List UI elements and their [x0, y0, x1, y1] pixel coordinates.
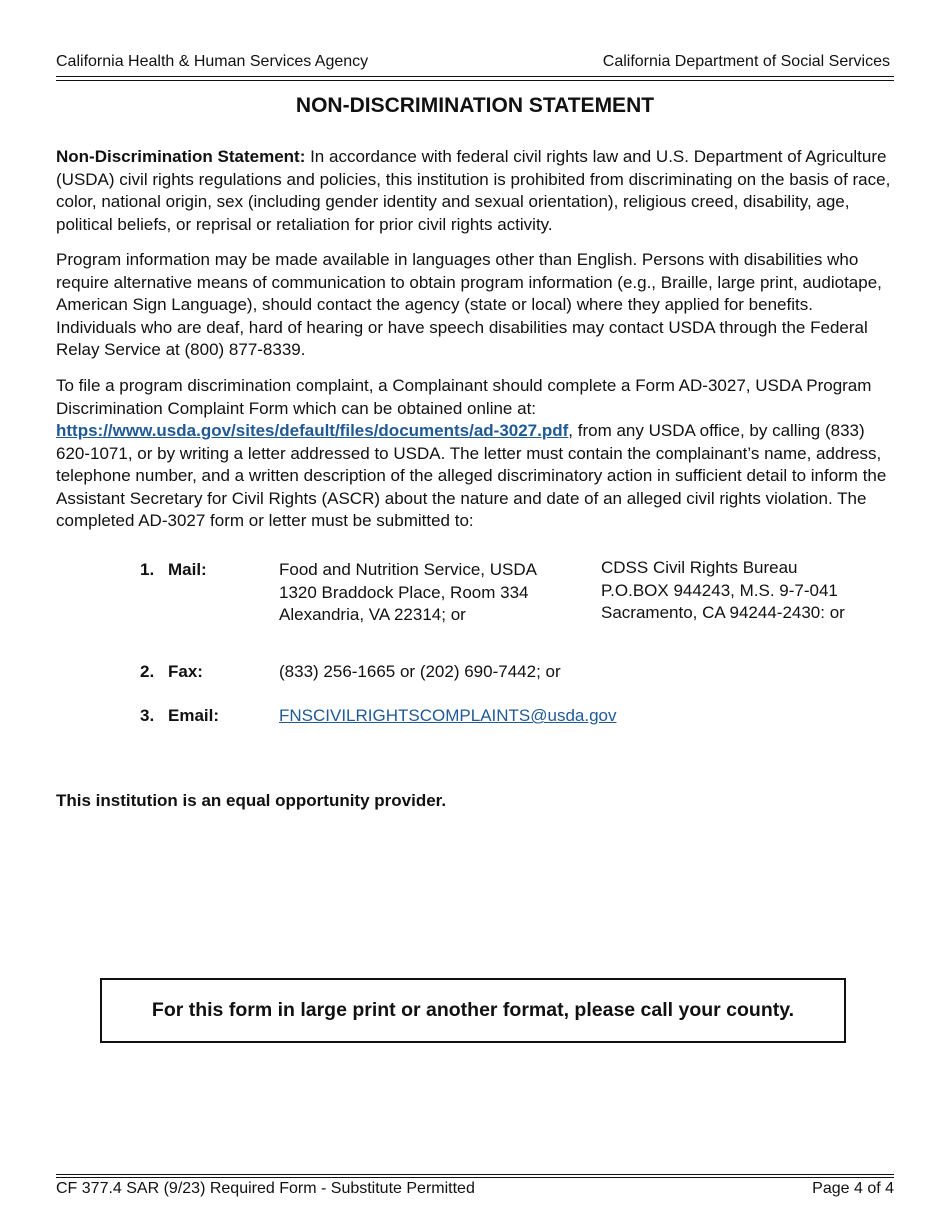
footer-form-id: CF 377.4 SAR (9/23) Required Form - Substitute Permitted	[56, 1180, 475, 1197]
fax-number: 2.	[140, 662, 155, 681]
footer-rule-top	[56, 1174, 894, 1175]
cdss-address-line: Sacramento, CA 94244-2430: or	[601, 603, 845, 622]
page-title: NON-DISCRIMINATION STATEMENT	[295, 94, 655, 117]
header-agency: California Health & Human Services Agency	[56, 53, 369, 70]
equal-opportunity-statement: This institution is an equal opportunity provider.	[56, 791, 447, 810]
large-print-notice-text: For this form in large print or another format, please call your county.	[151, 999, 795, 1021]
cdss-address-line: P.O.BOX 944243, M.S. 9-7-041	[601, 580, 838, 600]
usda-address-line: 1320 Braddock Place, Room 334	[279, 582, 529, 602]
statement-label: Non-Discrimination Statement:	[56, 147, 306, 166]
mail-number: 1.	[140, 560, 155, 579]
fax-label: Fax:	[168, 662, 203, 681]
complaint-text-before: To file a program discrimination complaint, a Complainant should complete a Form AD-3027, USDA Program Discrimination Complaint Form which can be obtained online at:	[56, 376, 872, 418]
email-label: Email:	[168, 706, 220, 725]
mail-cdss-address	[601, 557, 845, 625]
mail-label: Mail:	[168, 560, 207, 579]
header-department: California Department of Social Services	[602, 53, 890, 70]
usda-address-line: Alexandria, VA 22314; or	[279, 605, 466, 624]
email-number: 3.	[140, 706, 155, 725]
header-rule-bottom	[56, 80, 894, 81]
large-print-notice-box	[100, 978, 846, 1043]
complaint-paragraph	[56, 375, 896, 533]
complaint-text-after: , from any USDA office, by calling (833) 620-1071, or by writing a letter addressed to USDA. The letter must contain the complainant’s name, address, telephone number, and a written description of the alleged discriminatory action in sufficient detail to inform the Assistant Secretary for Civil Rights (ASCR) about the nature and date of an alleged civil rights violation. The completed AD-3027 form or letter must be submitted to:	[56, 421, 887, 530]
fax-value: (833) 256-1665 or (202) 690-7442; or	[279, 662, 561, 681]
statement-text: In accordance with federal civil rights law and U.S. Department of Agriculture (USDA) civil rights regulations and policies, this institution is prohibited from discriminating on the basis of race, color, national origin, sex (including gender identity and sexual orientation), religious creed, disability, age, political beliefs, or reprisal or retaliation for prior civil rights activity.	[56, 147, 891, 234]
ad-3027-form-link[interactable]: https://www.usda.gov/sites/default/files/documents/ad-3027.pdf	[56, 421, 569, 440]
complaints-email-link[interactable]: FNSCIVILRIGHTSCOMPLAINTS@usda.gov	[279, 706, 617, 725]
mail-usda-address	[279, 559, 537, 627]
header-rule-top	[56, 76, 894, 77]
usda-address-line: Food and Nutrition Service, USDA	[279, 560, 537, 579]
footer-rule-bottom	[56, 1177, 894, 1178]
cdss-address-line: CDSS Civil Rights Bureau	[601, 558, 798, 577]
footer-page-number: Page 4 of 4	[812, 1180, 894, 1197]
statement-paragraph	[56, 146, 896, 236]
program-info-paragraph: Program information may be made available in languages other than English. Persons with disabilities who require alternative means of communication to obtain program information (e.g., Braille, large print, audiotape, American Sign Language), should contact the agency (state or local) where they applied for benefits. Individuals who are deaf, hard of hearing or have speech disabilities may contact USDA through the Federal Relay Service at (800) 877-8339.	[56, 250, 882, 359]
